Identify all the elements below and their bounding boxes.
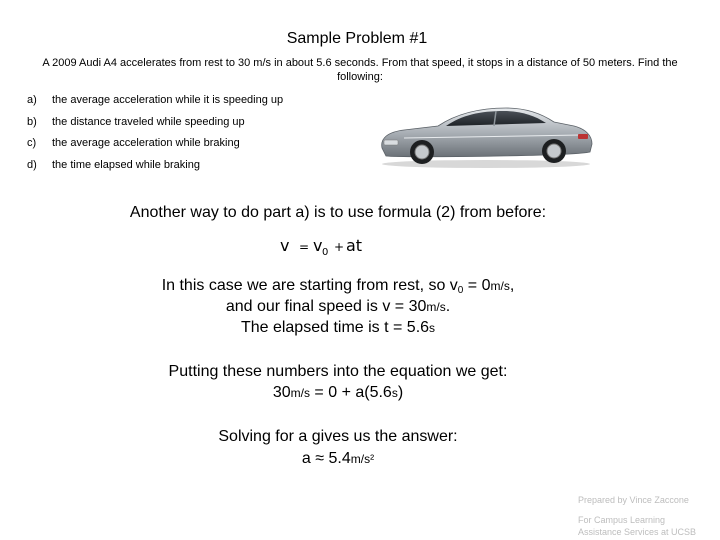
- solving-line-1: Solving for a gives us the answer:: [218, 428, 458, 445]
- car-image: [374, 102, 596, 170]
- case-line-1-pre: In this case we are starting from rest, so v: [161, 277, 458, 294]
- question-letter-b: b): [27, 116, 37, 128]
- putting-eq-b: = 0 + a(5.6: [309, 384, 392, 401]
- question-text-a: the average acceleration while it is speeding up: [52, 94, 284, 106]
- putting-eq-a: 30: [272, 384, 291, 401]
- case-line-3-unit: s: [429, 321, 436, 335]
- putting-equation: [0, 383, 676, 403]
- case-line-1-sub: 0: [457, 285, 464, 296]
- question-text-d: the time elapsed while braking: [52, 159, 200, 171]
- case-line-1-mid: = 0: [463, 277, 491, 294]
- question-letter-d: d): [27, 159, 37, 171]
- formula-v-equals-v0-plus-at: [280, 234, 390, 258]
- question-text-b: the distance traveled while speeding up: [52, 116, 245, 128]
- case-line-1-end: ,: [509, 277, 515, 294]
- putting-eq-unit-1: m/s: [290, 386, 310, 400]
- formula-at: at: [346, 236, 363, 255]
- case-line-2: [0, 297, 676, 317]
- case-line-3: [0, 318, 676, 338]
- putting-line-1: Putting these numbers into the equation we get:: [168, 363, 508, 380]
- question-letter-c: c): [27, 137, 37, 149]
- formula-equals: =: [299, 240, 310, 254]
- case-line-1: [0, 276, 676, 296]
- case-line-1-unit: m/s: [490, 279, 510, 293]
- another-way-text: Another way to do part a) is to use formula (2) from before:: [129, 204, 547, 221]
- case-line-2-unit: m/s: [426, 300, 446, 314]
- page-title: Sample Problem #1: [286, 30, 428, 47]
- credit-line-2: For Campus Learning: [578, 515, 666, 525]
- case-line-2-pre: and our final speed is v = 30: [225, 298, 427, 315]
- credit-line-1: Prepared by Vince Zaccone: [578, 495, 689, 505]
- solving-answer-pre: a ≈ 5.4: [301, 450, 351, 467]
- problem-statement: A 2009 Audi A4 accelerates from rest to 30 m/s in about 5.6 seconds. From that speed, it stops in a distance of 50 meters. Find the following:: [42, 57, 678, 83]
- solving-answer: [0, 449, 676, 469]
- solving-answer-unit: m/s²: [350, 452, 375, 466]
- question-letter-a: a): [27, 94, 37, 106]
- formula-v0: v: [313, 236, 323, 255]
- formula-v: v: [280, 236, 290, 255]
- putting-eq-c: ): [397, 384, 404, 401]
- case-line-2-end: .: [445, 298, 451, 315]
- formula-subscript: 0: [322, 247, 329, 258]
- putting-eq-unit-2: s: [391, 386, 398, 400]
- case-line-3-pre: The elapsed time is t = 5.6: [240, 319, 430, 336]
- question-text-c: the average acceleration while braking: [52, 137, 240, 149]
- credit-line-3: Assistance Services at UCSB: [578, 527, 697, 537]
- formula-plus: +: [334, 240, 345, 254]
